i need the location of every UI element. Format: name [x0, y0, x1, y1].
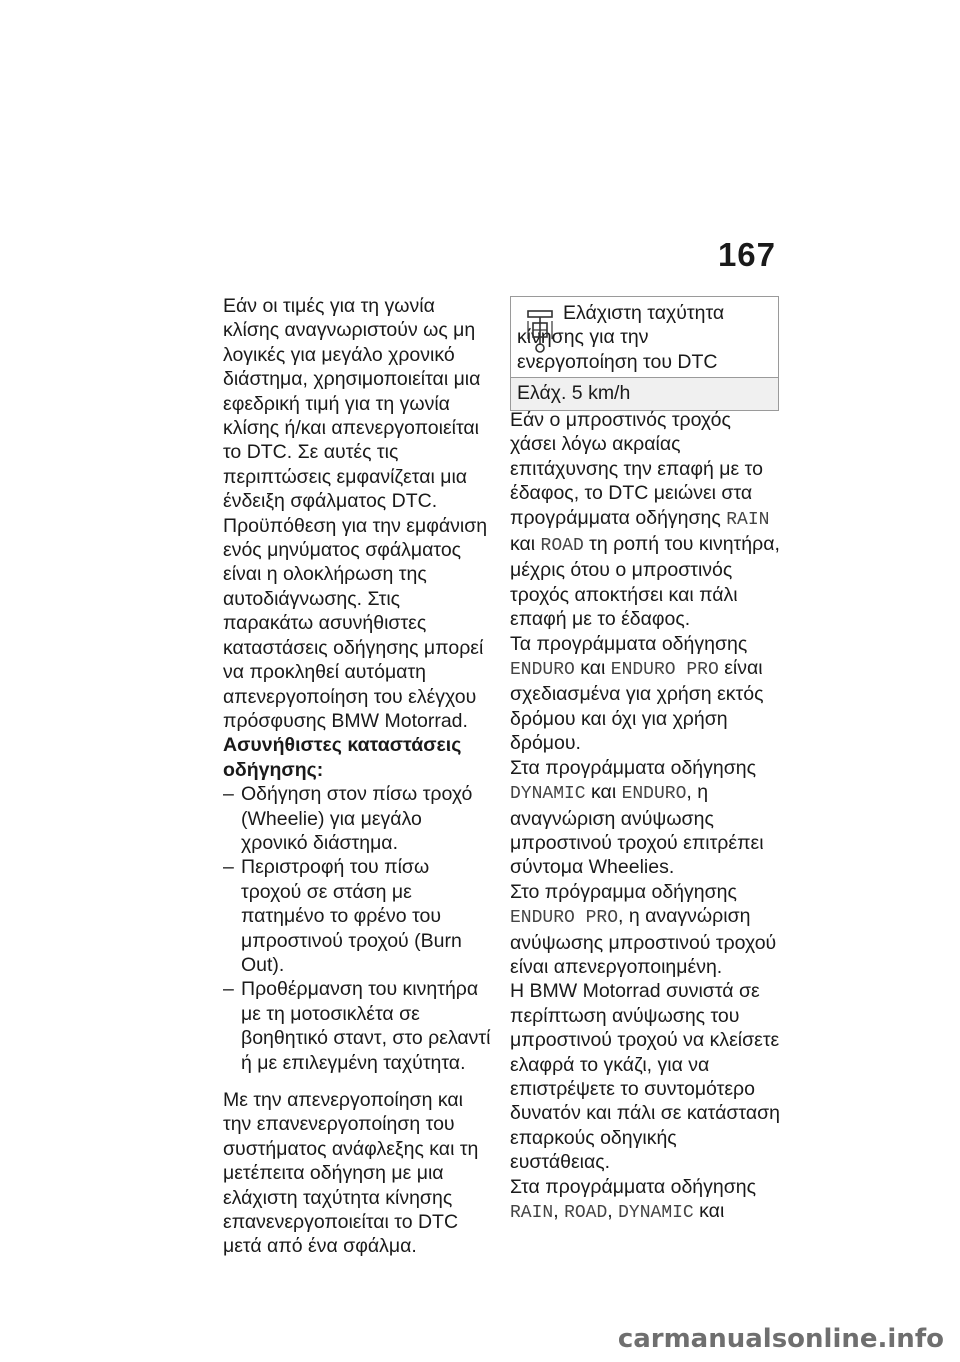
mode-rain: RAIN: [726, 509, 770, 530]
paragraph-recommendation: Η BMW Motorrad συνιστά σε περίπτωση ανύψωσης του μπροστινού τροχού να κλείσετε ελαφρά το γκάζι, για να επιστρέψετε το συντομότερο δυνατόν και πάλι σε κατάσταση επαρκούς οδηγικής ευστάθειας.: [510, 980, 780, 1174]
section-heading: Ασυνήθιστες καταστάσεις οδήγησης:: [223, 734, 462, 781]
closing-paragraph: Με την απενεργοποίηση και την επανενεργοποίηση του συστήματος ανάφλεξης και τη μετέπειτα οδήγηση με μια ελάχιστη ταχύτητα κίνησης επανενεργοποιείται το DTC μετά από ένα σφάλμα.: [223, 1089, 479, 1258]
paragraph-dynamic: Στα προγράμματα οδήγησης DYNAMIC και ENDURO, η αναγνώριση ανύψωσης μπροστινού τροχού επιτρέπει σύντομα Wheelies.: [510, 756, 764, 879]
intro-paragraph: Εάν οι τιμές για τη γωνία κλίσης αναγνωριστούν ως μη λογικές για μεγάλο χρονικό διάστημα, χρησιμοποιείται μια εφεδρική τιμή για τη γωνία κλίσης ή/και απενεργοποιείται το DTC. Σε αυτές τις περιπτώσεις εμφανίζεται μια ένδειξη σφάλματος DTC. Προϋπόθεση για την εμφάνιση ενός μηνύματος σφάλματος είναι η ολοκλήρωση της αυτοδιάγνωσης. Στις παρακάτω ασυνήθιστες καταστάσεις οδήγησης μπορεί να προκληθεί αυτόματη απενεργοποίηση του ελέγχου πρόσφυσης BMW Motorrad.: [223, 295, 488, 732]
mode-dynamic: DYNAMIC: [510, 784, 586, 805]
infobox-value: Ελάχ. 5 km/h: [511, 377, 778, 409]
min-speed-infobox: [510, 296, 779, 411]
page-number: 167: [717, 236, 776, 273]
mode-enduro: ENDURO: [621, 784, 687, 805]
infobox-header: [511, 297, 778, 377]
paragraph-enduro: Τα προγράμματα οδήγησης ENDURO και ENDURO PRO είναι σχεδιασμένα για χρήση εκτός δρόμου και όχι για χρήση δρόμου.: [510, 632, 764, 755]
mode-road: ROAD: [540, 536, 584, 557]
mode-rain: RAIN: [510, 1203, 554, 1223]
paragraph-enduro-pro: Στο πρόγραμμα οδήγησης ENDURO PRO, η αναγνώριση ανύψωσης μπροστινού τροχού είναι απενεργοποιημένη.: [510, 880, 777, 978]
list-item: – Προθέρμανση του κινητήρα με τη μοτοσικλέτα σε βοηθητικό σταντ, στο ρελαντί ή με επιλεγμένη ταχύτητα.: [223, 977, 493, 1075]
mode-enduro-pro: ENDURO PRO: [610, 660, 719, 681]
mode-enduro-pro: ENDURO PRO: [510, 908, 619, 929]
mode-dynamic: DYNAMIC: [618, 1203, 694, 1223]
mode-road: ROAD: [564, 1203, 608, 1223]
situations-list: [223, 782, 493, 1075]
list-item: – Οδήγηση στον πίσω τροχό (Wheelie) για μεγάλο χρονικό διάστημα.: [223, 782, 493, 855]
left-column: [223, 294, 493, 1259]
paragraph-rain-road: Εάν ο μπροστινός τροχός χάσει λόγω ακραίας επιτάχυνσης την επαφή με το έδαφος, το DTC μειώνει στα προγράμματα οδήγησης RAIN και ROAD τη ροπή του κινητήρα, μέχρις ότου ο μπροστινός τροχός αποκτήσει και πάλι επαφή με το έδαφος.: [510, 409, 780, 631]
wrench-gauge-icon: [525, 309, 555, 355]
footer-watermark: carmanualsonline.info: [617, 1324, 944, 1354]
list-item: – Περιστροφή του πίσω τροχού σε στάση με πατημένο το φρένο του μπροστινού τροχού (Burn Out).: [223, 855, 493, 977]
mode-enduro: ENDURO: [510, 660, 575, 681]
paragraph-modes: Στα προγράμματα οδήγησης RAIN, ROAD, DYNAMIC και: [510, 1175, 757, 1223]
right-column: [510, 408, 782, 1225]
infobox-title: Ελάχιστη ταχύτητα κίνησης για την ενεργοποίηση του DTC: [517, 302, 725, 373]
